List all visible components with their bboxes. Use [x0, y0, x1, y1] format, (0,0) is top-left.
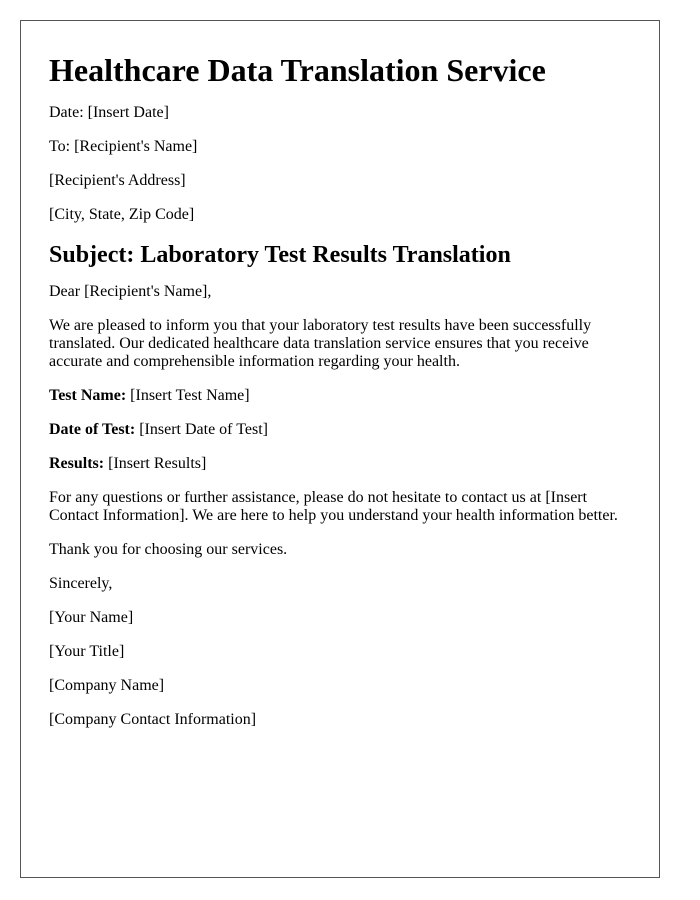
subject-heading: Subject: Laboratory Test Results Translation	[49, 242, 511, 268]
closing-line: Sincerely,	[49, 575, 113, 592]
letter-page	[20, 20, 660, 878]
test-date-label: Date of Test:	[49, 421, 136, 438]
results-label: Results:	[49, 455, 105, 472]
recipient-address-line: [Recipient's Address]	[49, 172, 186, 189]
thanks-line: Thank you for choosing our services.	[49, 541, 288, 558]
intro-paragraph: We are pleased to inform you that your laboratory test results have been successfully translated. Our dedicated healthcare data translation service ensures that you receive accurate and comprehensible information regarding your health.	[49, 317, 592, 370]
test-name-label: Test Name:	[49, 387, 127, 404]
date-line: Date: [Insert Date]	[49, 104, 169, 121]
letter-title: Healthcare Data Translation Service	[49, 52, 546, 88]
company-contact: [Company Contact Information]	[49, 711, 257, 728]
results-value: [Insert Results]	[104, 455, 207, 472]
salutation: Dear [Recipient's Name],	[49, 283, 212, 300]
test-date-line	[49, 421, 631, 439]
test-date-value: [Insert Date of Test]	[135, 421, 268, 438]
sender-name: [Your Name]	[49, 609, 134, 626]
contact-paragraph: For any questions or further assistance, please do not hesitate to contact us at [Insert Contact Information]. We are here to help you understand your health information better.	[49, 489, 618, 524]
results-line	[49, 455, 631, 473]
sender-title: [Your Title]	[49, 643, 125, 660]
recipient-name-line: To: [Recipient's Name]	[49, 138, 198, 155]
test-name-line	[49, 387, 631, 405]
recipient-city-line: [City, State, Zip Code]	[49, 206, 195, 223]
test-name-value: [Insert Test Name]	[126, 387, 250, 404]
company-name: [Company Name]	[49, 677, 165, 694]
